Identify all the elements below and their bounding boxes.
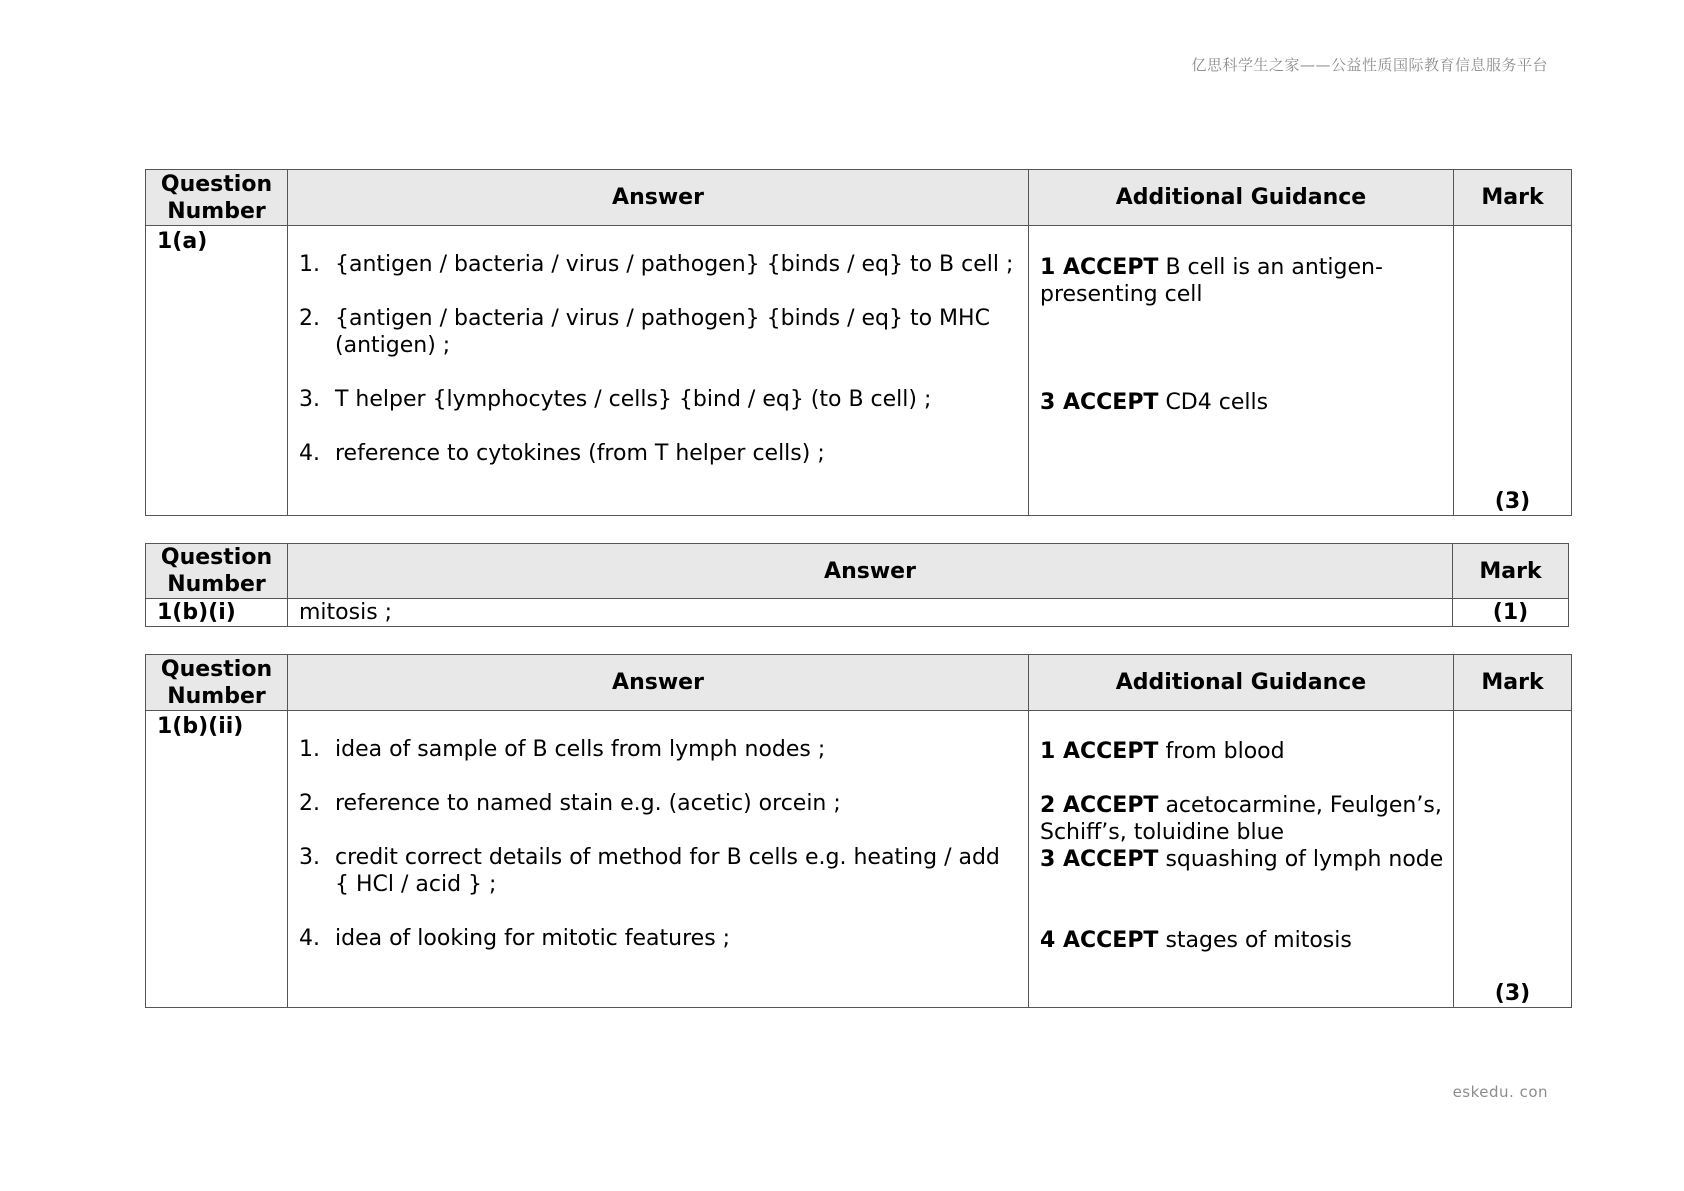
guidance-note: 3 ACCEPT squashing of lymph node: [1040, 847, 1444, 872]
col-header-mark: Mark: [1454, 170, 1572, 226]
answer-point: 2. {antigen / bacteria / virus / pathogen} {binds / eq} to MHC (antigen) ;: [299, 306, 990, 358]
col-header-answer: Answer: [288, 544, 1453, 599]
guidance-cell: [1029, 226, 1454, 516]
answer-point: 1. {antigen / bacteria / virus / pathogen} {binds / eq} to B cell ;: [299, 252, 1014, 277]
col-header-question-number: Question Number: [146, 655, 288, 711]
question-number: 1(a): [146, 226, 288, 516]
col-header-mark: Mark: [1454, 655, 1572, 711]
col-header-answer: Answer: [288, 655, 1029, 711]
answer-list: [288, 736, 1028, 952]
guidance-note: 4 ACCEPT stages of mitosis: [1040, 928, 1352, 953]
mark-scheme-table-1a: [145, 169, 1572, 516]
answer-list: [288, 251, 1028, 467]
footer-site: eskedu. con: [1452, 1083, 1548, 1101]
mark-value: (3): [1454, 711, 1572, 1008]
col-header-question-number: Question Number: [146, 170, 288, 226]
col-header-question-number: Question Number: [146, 544, 288, 599]
guidance-cell: [1029, 711, 1454, 1008]
mark-value: (1): [1453, 599, 1569, 627]
col-header-mark: Mark: [1453, 544, 1569, 599]
col-header-answer: Answer: [288, 170, 1029, 226]
answer-point: 1. idea of sample of B cells from lymph nodes ;: [299, 737, 826, 762]
header-watermark: 亿思科学生之家——公益性质国际教育信息服务平台: [1191, 56, 1548, 74]
answer-point: 4. reference to cytokines (from T helper cells) ;: [299, 441, 825, 466]
question-number: 1(b)(i): [146, 599, 288, 627]
answer-point: 3. credit correct details of method for B cells e.g. heating / add { HCl / acid } ;: [299, 845, 1000, 897]
mark-value: (3): [1454, 226, 1572, 516]
answer-point: 2. reference to named stain e.g. (acetic) orcein ;: [299, 791, 841, 816]
question-number: 1(b)(ii): [146, 711, 288, 1008]
mark-scheme-table-1bi: [145, 543, 1569, 627]
answer-cell: [288, 711, 1029, 1008]
guidance-note: 1 ACCEPT from blood: [1040, 739, 1285, 764]
col-header-guidance: Additional Guidance: [1029, 170, 1454, 226]
answer-point: 3. T helper {lymphocytes / cells} {bind / eq} (to B cell) ;: [299, 387, 932, 412]
answer-cell: [288, 226, 1029, 516]
guidance-note: 2 ACCEPT acetocarmine, Feulgen’s, Schiff’s, toluidine blue: [1040, 793, 1442, 845]
col-header-guidance: Additional Guidance: [1029, 655, 1454, 711]
mark-scheme-table-1bii: [145, 654, 1572, 1008]
guidance-note: 3 ACCEPT CD4 cells: [1040, 390, 1269, 415]
answer-cell: mitosis ;: [288, 599, 1453, 627]
answer-point: 4. idea of looking for mitotic features ;: [299, 926, 731, 951]
guidance-note: 1 ACCEPT B cell is an antigen-presenting cell: [1040, 255, 1383, 307]
